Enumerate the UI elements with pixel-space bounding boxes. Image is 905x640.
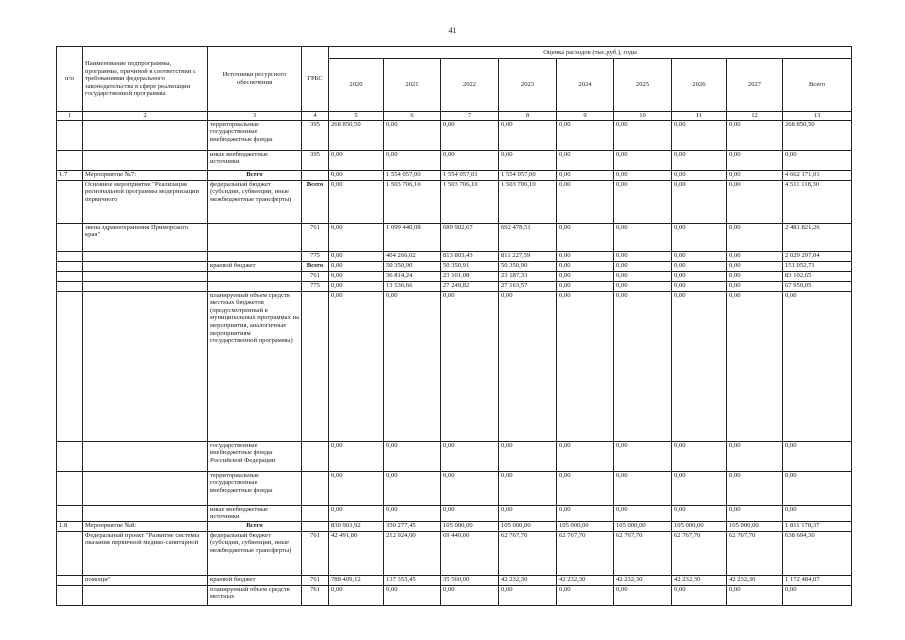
row-value: 0,00	[499, 150, 557, 170]
header-name: Наименование подпрограммы, программы, причиной в соответствии с требованиями федерального законодательства в сфере реализации государственной программы	[83, 47, 208, 112]
row-value: 50 350,90	[499, 261, 557, 271]
row-value: 0,00	[557, 441, 614, 471]
row-number	[57, 531, 83, 575]
row-source: краевой бюджет	[208, 261, 302, 271]
row-value: 0,00	[329, 170, 384, 180]
column-number: 9	[557, 112, 614, 121]
row-value: 0,00	[614, 585, 672, 605]
row-value: 0,00	[672, 271, 727, 281]
row-value: 0,00	[727, 585, 783, 605]
row-value: 13 536,66	[384, 281, 441, 291]
row-value: 0,00	[783, 291, 852, 441]
row-name: Федеральный проект "Развитие системы оказания первичной медико-санитарной	[83, 531, 208, 575]
row-value: 0,00	[557, 271, 614, 281]
row-source: планируемый объем средств местных	[208, 585, 302, 605]
row-value: 404 266,02	[384, 251, 441, 261]
row-source: Всего	[208, 170, 302, 180]
row-value: 0,00	[557, 585, 614, 605]
header-year: 2022	[441, 59, 499, 112]
table-row	[57, 180, 852, 223]
row-value: 0,00	[727, 505, 783, 521]
row-name	[83, 505, 208, 521]
row-value: 4 662 171,01	[783, 170, 852, 180]
row-value: 0,00	[441, 441, 499, 471]
row-value: 0,00	[329, 281, 384, 291]
row-value: 105 000,00	[499, 521, 557, 531]
row-value: 42 491,80	[329, 531, 384, 575]
row-value: 0,00	[441, 291, 499, 441]
row-value: 0,00	[329, 505, 384, 521]
row-number	[57, 585, 83, 605]
header-row-top	[57, 47, 852, 59]
header-grbs: ГРБС	[302, 47, 329, 112]
row-grbs	[302, 170, 329, 180]
row-value: 42 232,30	[672, 575, 727, 585]
table-row	[57, 585, 852, 605]
row-value: 811 227,59	[499, 251, 557, 261]
row-value: 0,00	[557, 180, 614, 223]
row-source: иные внебюджетные источники	[208, 505, 302, 521]
table-row	[57, 261, 852, 271]
row-grbs: 761	[302, 575, 329, 585]
row-value: 0,00	[672, 170, 727, 180]
row-value: 1 099 440,08	[384, 223, 441, 251]
row-value: 0,00	[557, 120, 614, 150]
row-value: 0,00	[672, 180, 727, 223]
row-grbs: 395	[302, 120, 329, 150]
row-value: 2 029 297,04	[783, 251, 852, 261]
row-number	[57, 291, 83, 441]
row-value: 0,00	[329, 471, 384, 505]
row-value: 0,00	[614, 180, 672, 223]
row-value: 42 232,30	[499, 575, 557, 585]
header-year: 2021	[384, 59, 441, 112]
row-number	[57, 505, 83, 521]
row-name: помощи"	[83, 575, 208, 585]
row-value: 0,00	[614, 271, 672, 281]
row-value: 50 350,91	[441, 261, 499, 271]
row-value: 0,00	[557, 281, 614, 291]
row-number	[57, 251, 83, 261]
row-value: 0,00	[441, 150, 499, 170]
row-grbs: 775	[302, 251, 329, 261]
row-value: 69 440,00	[441, 531, 499, 575]
row-number	[57, 150, 83, 170]
table-body	[57, 120, 852, 605]
row-name	[83, 441, 208, 471]
table-row	[57, 521, 852, 531]
row-value: 0,00	[727, 261, 783, 271]
row-value: 0,00	[614, 261, 672, 271]
column-number: 6	[384, 112, 441, 121]
row-name: Мероприятие №8:	[83, 521, 208, 531]
row-value: 0,00	[727, 223, 783, 251]
row-value: 62 767,70	[557, 531, 614, 575]
row-number	[57, 261, 83, 271]
row-value: 0,00	[329, 251, 384, 261]
row-value: 50 350,90	[384, 261, 441, 271]
row-value: 0,00	[783, 505, 852, 521]
row-value: 0,00	[672, 585, 727, 605]
row-value: 813 803,43	[441, 251, 499, 261]
row-name: звена здравоохранения Приморского края"	[83, 223, 208, 251]
row-value: 67 950,05	[783, 281, 852, 291]
header-year: Всего	[783, 59, 852, 112]
row-grbs	[302, 441, 329, 471]
row-value: 788 409,12	[329, 575, 384, 585]
table-row	[57, 251, 852, 261]
row-value: 137 353,45	[384, 575, 441, 585]
table-row	[57, 471, 852, 505]
row-value: 0,00	[672, 251, 727, 261]
header-year: 2025	[614, 59, 672, 112]
row-value: 0,00	[384, 291, 441, 441]
expense-table	[56, 46, 852, 606]
row-name	[83, 471, 208, 505]
row-value: 42 232,30	[614, 575, 672, 585]
row-value: 689 902,67	[441, 223, 499, 251]
table-row	[57, 291, 852, 441]
header-num: п/п	[57, 47, 83, 112]
table-row	[57, 271, 852, 281]
row-value: 1 172 484,07	[783, 575, 852, 585]
row-grbs: 761	[302, 531, 329, 575]
column-number: 13	[783, 112, 852, 121]
table-row	[57, 150, 852, 170]
row-value: 0,00	[783, 441, 852, 471]
row-value: 350 277,45	[384, 521, 441, 531]
row-name	[83, 585, 208, 605]
row-value: 0,00	[329, 441, 384, 471]
column-number: 11	[672, 112, 727, 121]
row-value: 0,00	[727, 281, 783, 291]
column-number: 2	[83, 112, 208, 121]
column-number: 7	[441, 112, 499, 121]
header-year: 2020	[329, 59, 384, 112]
row-value: 62 767,70	[672, 531, 727, 575]
row-value: 0,00	[783, 150, 852, 170]
row-number	[57, 271, 83, 281]
row-source: иные внебюджетные источники	[208, 150, 302, 170]
row-name	[83, 291, 208, 441]
row-grbs: Всего	[302, 261, 329, 271]
row-value: 35 560,00	[441, 575, 499, 585]
row-value: 0,00	[614, 150, 672, 170]
column-number: 5	[329, 112, 384, 121]
row-value: 0,00	[441, 585, 499, 605]
row-value: 0,00	[557, 261, 614, 271]
row-number	[57, 120, 83, 150]
row-value: 2 481 821,26	[783, 223, 852, 251]
row-source: федеральный бюджет (субсидии, субвенции, иные межбюджетные трансферты)	[208, 180, 302, 223]
row-value: 0,00	[672, 505, 727, 521]
row-number	[57, 281, 83, 291]
row-value: 0,00	[614, 281, 672, 291]
row-value: 0,00	[614, 251, 672, 261]
row-value: 4 511 118,30	[783, 180, 852, 223]
column-number: 12	[727, 112, 783, 121]
row-value: 0,00	[727, 251, 783, 261]
row-value: 0,00	[557, 223, 614, 251]
row-name	[83, 120, 208, 150]
row-source: территориальные государственные внебюджетные фонды	[208, 120, 302, 150]
row-name	[83, 261, 208, 271]
row-value: 0,00	[384, 120, 441, 150]
row-value: 0,00	[557, 471, 614, 505]
row-grbs	[302, 471, 329, 505]
row-value: 0,00	[614, 291, 672, 441]
page-number: 41	[448, 26, 457, 35]
row-value: 0,00	[384, 585, 441, 605]
row-grbs: 761	[302, 585, 329, 605]
row-value: 105 000,00	[727, 521, 783, 531]
row-value: 1 554 057,00	[384, 170, 441, 180]
header-year: 2026	[672, 59, 727, 112]
row-value: 0,00	[614, 441, 672, 471]
row-value: 0,00	[672, 471, 727, 505]
row-value: 0,00	[384, 441, 441, 471]
row-value: 1 554 057,01	[441, 170, 499, 180]
row-name	[83, 271, 208, 281]
row-value: 0,00	[499, 471, 557, 505]
row-number	[57, 223, 83, 251]
row-value: 0,00	[783, 585, 852, 605]
row-value: 0,00	[614, 120, 672, 150]
row-value: 0,00	[727, 441, 783, 471]
table-row	[57, 505, 852, 521]
row-value: 1 503 706,10	[441, 180, 499, 223]
row-value: 1 503 706,10	[499, 180, 557, 223]
column-number: 1	[57, 112, 83, 121]
row-value: 105 000,00	[614, 521, 672, 531]
row-value: 0,00	[557, 291, 614, 441]
row-value: 0,00	[329, 291, 384, 441]
row-value: 0,00	[329, 271, 384, 281]
row-number	[57, 575, 83, 585]
row-value: 0,00	[672, 281, 727, 291]
row-value: 83 102,65	[783, 271, 852, 281]
row-value: 0,00	[614, 170, 672, 180]
row-value: 105 000,00	[441, 521, 499, 531]
row-name: Основное мероприятие "Реализация региональной программы модернизации первичного	[83, 180, 208, 223]
row-grbs	[302, 291, 329, 441]
column-number: 4	[302, 112, 329, 121]
row-grbs: 761	[302, 223, 329, 251]
row-value: 0,00	[672, 441, 727, 471]
row-value: 0,00	[499, 585, 557, 605]
row-number: 1.8	[57, 521, 83, 531]
row-source: государственные внебюджетные фонды Российской Федерации	[208, 441, 302, 471]
row-number	[57, 441, 83, 471]
row-source	[208, 251, 302, 261]
row-value: 0,00	[672, 150, 727, 170]
row-value: 0,00	[727, 170, 783, 180]
row-value: 27 163,57	[499, 281, 557, 291]
row-value: 0,00	[727, 471, 783, 505]
row-source: федеральный бюджет (субсидии, субвенции, иные межбюджетные трансферты)	[208, 531, 302, 575]
header-source: Источники ресурсного обеспечения	[208, 47, 302, 112]
table-row	[57, 170, 852, 180]
row-value: 0,00	[499, 120, 557, 150]
row-value: 0,00	[384, 505, 441, 521]
row-value: 1 811 178,37	[783, 521, 852, 531]
row-value: 62 767,70	[614, 531, 672, 575]
row-value: 62 767,70	[727, 531, 783, 575]
row-value: 0,00	[557, 251, 614, 261]
column-number-row	[57, 112, 852, 121]
row-value: 0,00	[557, 170, 614, 180]
row-value: 0,00	[783, 471, 852, 505]
row-source	[208, 281, 302, 291]
row-source	[208, 223, 302, 251]
row-value: 0,00	[672, 120, 727, 150]
row-value: 0,00	[329, 585, 384, 605]
row-value: 0,00	[329, 223, 384, 251]
row-grbs	[302, 505, 329, 521]
table-row	[57, 575, 852, 585]
row-value: 42 232,30	[557, 575, 614, 585]
row-value: 0,00	[499, 291, 557, 441]
row-source: Всего	[208, 521, 302, 531]
row-value: 212 924,00	[384, 531, 441, 575]
row-value: 0,00	[329, 261, 384, 271]
row-value: 268 850,50	[783, 120, 852, 150]
table-row	[57, 531, 852, 575]
row-value: 0,00	[727, 150, 783, 170]
row-value: 23 101,08	[441, 271, 499, 281]
row-number: 1.7	[57, 170, 83, 180]
row-value: 0,00	[672, 223, 727, 251]
row-value: 0,00	[441, 120, 499, 150]
row-value: 42 232,30	[727, 575, 783, 585]
row-value: 268 850,50	[329, 120, 384, 150]
row-value: 27 249,82	[441, 281, 499, 291]
row-source: планируемый объем средств местных бюджетов (предусмотренный в муниципальных программах на мероприятия, аналогичные мероприятиям государственной программы)	[208, 291, 302, 441]
table-row	[57, 120, 852, 150]
row-value: 0,00	[727, 291, 783, 441]
row-grbs: Всего	[302, 180, 329, 223]
row-source: краевой бюджет	[208, 575, 302, 585]
row-value: 0,00	[329, 180, 384, 223]
row-number	[57, 471, 83, 505]
row-value: 0,00	[384, 471, 441, 505]
row-name	[83, 150, 208, 170]
row-value: 23 187,33	[499, 271, 557, 281]
row-value: 36 814,24	[384, 271, 441, 281]
column-number: 10	[614, 112, 672, 121]
table-row	[57, 281, 852, 291]
row-value: 0,00	[557, 150, 614, 170]
row-value: 830 903,92	[329, 521, 384, 531]
row-value: 151 052,71	[783, 261, 852, 271]
row-value: 0,00	[672, 291, 727, 441]
row-value: 0,00	[329, 150, 384, 170]
row-value: 0,00	[499, 441, 557, 471]
row-grbs	[302, 521, 329, 531]
row-value: 0,00	[557, 505, 614, 521]
row-value: 0,00	[727, 271, 783, 281]
row-value: 1 503 706,10	[384, 180, 441, 223]
row-value: 0,00	[614, 223, 672, 251]
table-row	[57, 441, 852, 471]
row-value: 692 478,51	[499, 223, 557, 251]
row-value: 0,00	[672, 261, 727, 271]
row-value: 0,00	[384, 150, 441, 170]
row-source: территориальные государственные внебюджетные фонды	[208, 471, 302, 505]
row-source	[208, 271, 302, 281]
row-grbs: 395	[302, 150, 329, 170]
row-value: 105 000,00	[672, 521, 727, 531]
row-value: 0,00	[727, 180, 783, 223]
row-name	[83, 281, 208, 291]
row-name: Мероприятие №7:	[83, 170, 208, 180]
row-grbs: 761	[302, 271, 329, 281]
column-number: 8	[499, 112, 557, 121]
row-value: 62 767,70	[499, 531, 557, 575]
row-grbs: 775	[302, 281, 329, 291]
row-value: 0,00	[727, 120, 783, 150]
row-value: 638 694,30	[783, 531, 852, 575]
row-value: 0,00	[441, 471, 499, 505]
row-value: 1 554 057,00	[499, 170, 557, 180]
header-year: 2024	[557, 59, 614, 112]
header-year: 2023	[499, 59, 557, 112]
row-value: 0,00	[614, 505, 672, 521]
header-year: 2027	[727, 59, 783, 112]
header-estimate: Оценка расходов (тыс.руб.), годы	[329, 47, 852, 59]
column-number: 3	[208, 112, 302, 121]
table-row	[57, 223, 852, 251]
row-value: 0,00	[614, 471, 672, 505]
row-number	[57, 180, 83, 223]
row-value: 105 000,00	[557, 521, 614, 531]
row-value: 0,00	[499, 505, 557, 521]
row-name	[83, 251, 208, 261]
row-value: 0,00	[441, 505, 499, 521]
